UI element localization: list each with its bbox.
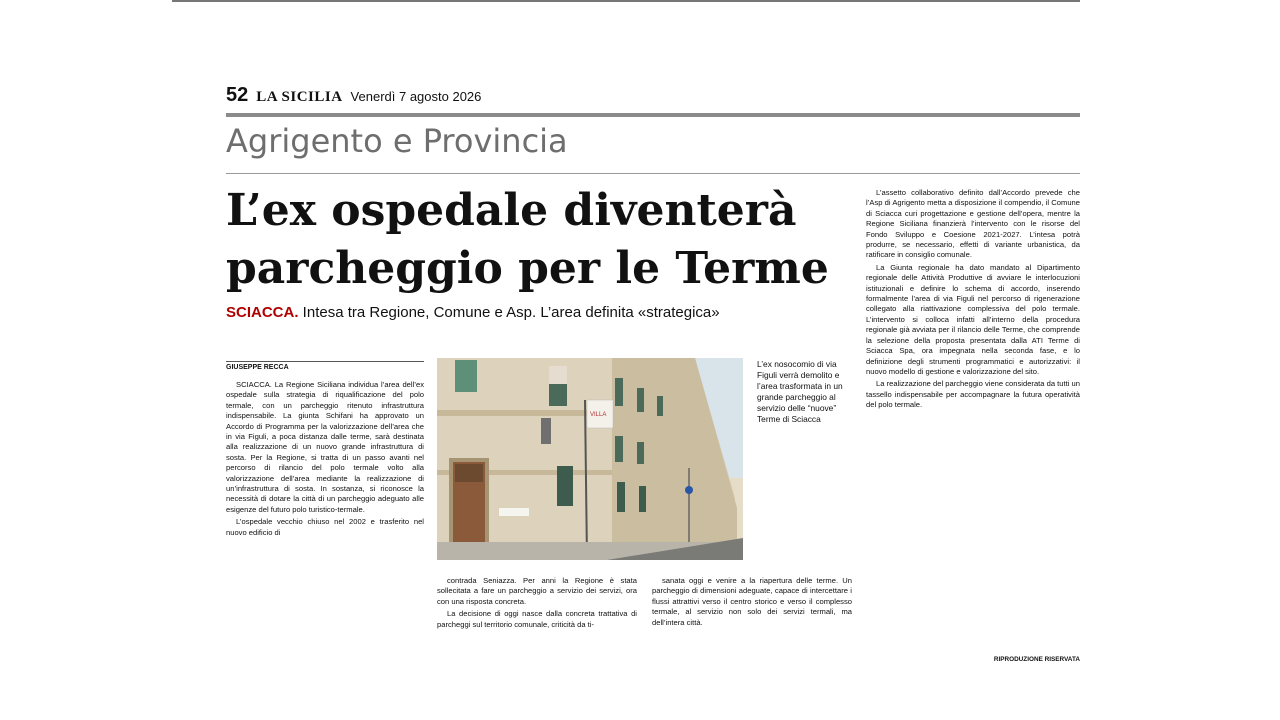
section-title: Agrigento e Provincia (226, 122, 568, 160)
article-photo (437, 358, 743, 560)
paragraph: sanata oggi e venire a la riapertura delle terme. Un parcheggio di dimensioni adeguate, capace di intercettare i flussi attrattivi verso il centro storico e verso il complesso termale, al servizio non solo dei servizi termali, ma dell’intera città. (652, 576, 852, 627)
article-column-2 (437, 576, 637, 632)
location-kicker: SCIACCA. (226, 304, 299, 321)
subheadline-text: Intesa tra Regione, Comune e Asp. L’area definita «strategica» (298, 304, 720, 321)
article-column-1 (226, 380, 424, 540)
paragraph: SCIACCA. La Regione Siciliana individua l’area dell’ex ospedale sulla strategia di riqualificazione del polo termale, con un parcheggio ritenuto infrastruttura indispensabile. La giunta Schifani ha approvato un Accordo di Programma per la valorizzazione dell’area che in via Figuli, a poca distanza dalle terme, sarà destinata alla realizzazione di un nuovo grande infrastruttura di sosta. Per la Regione, si tratta di un passo avanti nel percorso di rilancio del polo termale volto alla valorizzazione dell’area mediante la realizzazione di un’infrastruttura di sosta. In sostanza, si riconosce la necessità di dotare la città di un parcheggio adeguato alle esigenze del futuro polo turistico-termale. (226, 380, 424, 514)
hospital-building-image (437, 358, 743, 560)
paragraph: contrada Seniazza. Per anni la Regione è stata sollecitata a fare un parcheggio a servizio dei servizi, ora con una risposta concreta. (437, 576, 637, 606)
building-sign-text: VILLA (590, 412, 607, 418)
headline-line-1: L’ex ospedale diventerà (226, 185, 797, 236)
paragraph: La decisione di oggi nasce dalla concreta trattativa di parcheggi sul territorio comunale, criticità da ti- (437, 609, 637, 629)
section-rule (226, 173, 1080, 174)
byline: GIUSEPPE RECCA (226, 361, 424, 371)
subheadline (226, 304, 856, 321)
masthead (226, 84, 1080, 110)
page-number: 52 (226, 84, 249, 106)
article-column-3 (652, 576, 852, 630)
paragraph: La Giunta regionale ha dato mandato al Dipartimento regionale delle Attività Produttive di avviare le interlocuzioni istituzionali e definire lo schema di accordo, inserendo formalmente l’area di via Figuli nel percorso di rigenerazione collegato alla riattivazione complessiva del polo termale. L’intervento si colloca infatti all’interno della procedura regionale già avviata per il rilancio delle Terme, che comprende la selezione della proposta presentata dalla ATI Terme di Sciacca Spa, ora impegnata nella seconda fase, e lo definizione degli strumenti programmatici e autorizzativi: il nuovo modello di gestione e valorizzazione del sito. (866, 262, 1080, 376)
paragraph: L’assetto collaborativo definito dall’Accordo prevede che l’Asp di Agrigento metta a disposizione il compendio, il Comune di Sciacca curi progettazione e gestione dell’opera, mentre la Regione Siciliana finanzierà l’intervento con le risorse del Fondo Sviluppo e Coesione 2021-2027. L’intesa potrà produrre, se necessario, effetti di variante urbanistica, da ratificare in consiglio comunale. (866, 188, 1080, 260)
issue-date: Venerdì 7 agosto 2026 (350, 89, 482, 104)
headline-line-2: parcheggio per le Terme (226, 243, 829, 294)
top-border (172, 0, 1080, 2)
paragraph: L’ospedale vecchio chiuso nel 2002 e trasferito nel nuovo edificio di (226, 517, 424, 537)
headline (226, 182, 846, 298)
masthead-rule (226, 113, 1080, 117)
newspaper-name: LA SICILIA (256, 89, 343, 105)
photo-caption: L’ex nosocomio di via Figuli verrà demolito e l’area trasformata in un grande parcheggio al servizio delle “nuove” Terme di Sciacca (757, 359, 843, 424)
article-column-right (866, 188, 1080, 413)
paragraph: La realizzazione del parcheggio viene considerata da tutti un tassello indispensabile per accompagnare la futura operatività del polo termale. (866, 379, 1080, 410)
copyright-credit: RIPRODUZIONE RISERVATA (993, 656, 1080, 663)
